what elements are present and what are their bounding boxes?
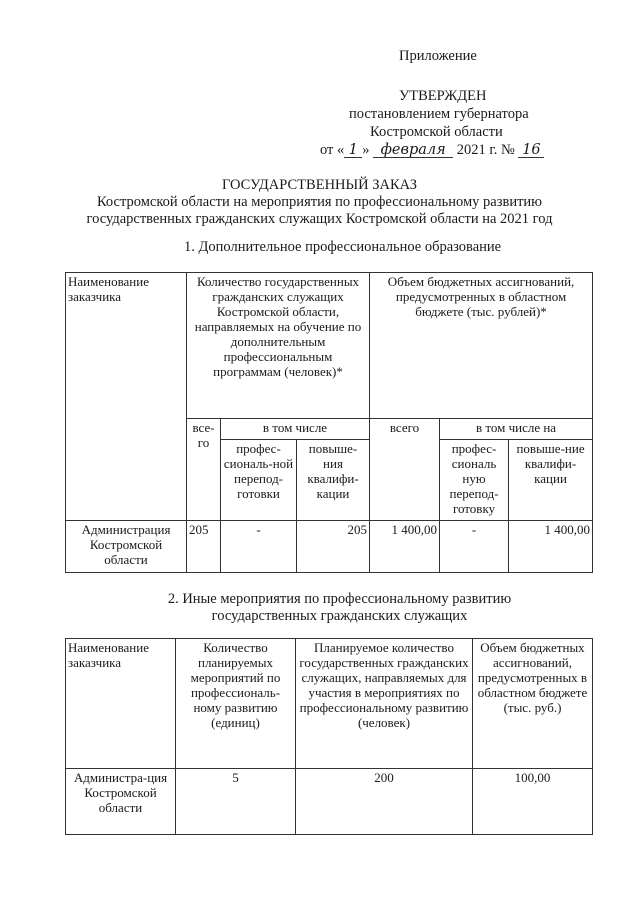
row-customer: Администрация Костромской области: [66, 521, 187, 573]
approved-label: УТВЕРЖДЕН: [399, 88, 487, 104]
header-employees: Планируемое количество государственных гражданских служащих, направляемых для участия в мероприятиях по профессиональному развитию (человек): [296, 639, 473, 769]
header-budget-group: Объем бюджетных ассигнований, предусмотренных в областном бюджете (тыс. рублей)*: [370, 273, 593, 419]
header-events-count: Количество планируемых мероприятий по профессиональ-ному развитию (единиц): [176, 639, 296, 769]
row-budget: 100,00: [473, 769, 593, 835]
row-events-count: 5: [176, 769, 296, 835]
header-total: всего: [370, 419, 440, 521]
header-quantity-group: Количество государственных гражданских служащих Костромской области, направляемых на обучение по дополнительным профессиональным программам (человек)*: [187, 273, 370, 419]
date-month: февраля: [373, 143, 453, 158]
document-title: ГОСУДАРСТВЕННЫЙ ЗАКАЗ: [221, 177, 418, 193]
row-customer: Администра-ция Костромской области: [66, 769, 176, 835]
resolution-line-1: постановлением губернатора: [349, 106, 529, 122]
header-qualification: повыше-ния квалифи-кации: [297, 440, 370, 521]
appendix-label: Приложение: [399, 48, 477, 64]
header-including-2: в том числе на: [440, 419, 593, 440]
document-subtitle-2: государственных гражданских служащих Костромской области на 2021 год: [86, 211, 553, 227]
section-2-heading-1: 2. Иные мероприятия по профессиональному развитию: [167, 591, 512, 607]
date-year: 2021 г. №: [456, 142, 515, 158]
header-including: в том числе: [221, 419, 370, 440]
section-1-heading: 1. Дополнительное профессиональное образование: [184, 239, 502, 255]
row-qualification: 205: [297, 521, 370, 573]
row-budget-retraining: -: [440, 521, 509, 573]
header-retraining: профес-сиональ-ной перепод-готовки: [221, 440, 297, 521]
date-number: 16: [518, 143, 544, 158]
date-day: 1: [344, 143, 362, 158]
date-mid: »: [362, 142, 374, 158]
other-events-table: [65, 638, 593, 835]
table-row: [66, 769, 593, 835]
date-prefix: от «: [320, 142, 345, 158]
row-employees: 200: [296, 769, 473, 835]
table-row: [66, 521, 593, 573]
table-header-row: [66, 639, 593, 769]
header-total-short: все-го: [187, 419, 221, 521]
header-customer: Наименование заказчика: [66, 639, 176, 769]
row-budget-total: 1 400,00: [370, 521, 440, 573]
header-qualification-2: повыше-ние квалифи-кации: [509, 440, 593, 521]
row-total: 205: [187, 521, 221, 573]
approval-date: [320, 142, 544, 159]
header-budget: Объем бюджетных ассигнований, предусмотренных в областном бюджете (тыс. руб.): [473, 639, 593, 769]
header-retraining-2: профес-сиональ ную перепод-готовку: [440, 440, 509, 521]
header-customer: Наименование заказчика: [66, 273, 187, 521]
row-budget-qualification: 1 400,00: [509, 521, 593, 573]
document-subtitle-1: Костромской области на мероприятия по профессиональному развитию: [96, 194, 543, 210]
table-header-row: [66, 273, 593, 419]
section-2-heading-2: государственных гражданских служащих: [211, 608, 468, 624]
professional-education-table: [65, 272, 593, 573]
row-retraining: -: [221, 521, 297, 573]
resolution-line-2: Костромской области: [370, 124, 503, 140]
